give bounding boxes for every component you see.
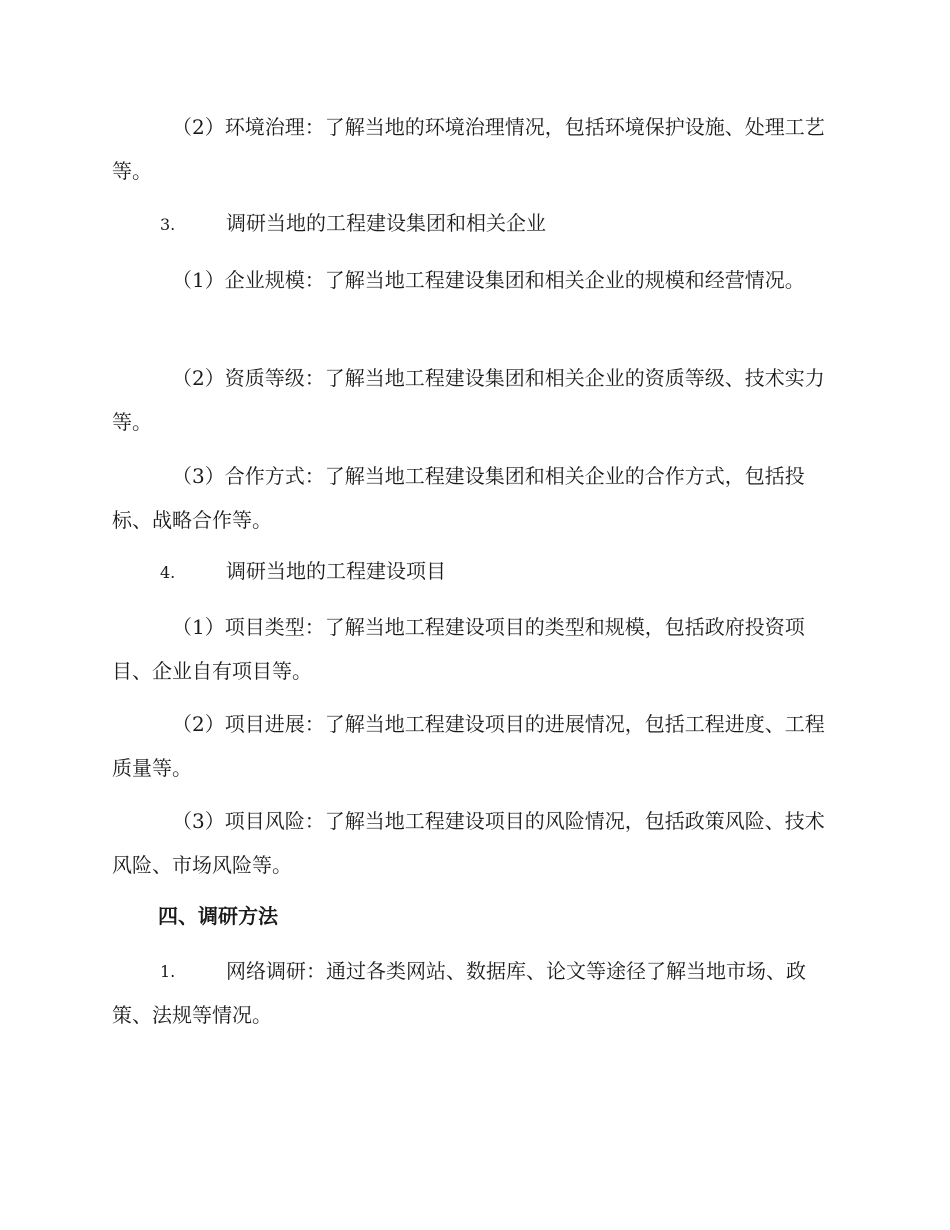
paragraph-qualification: （2）资质等级：了解当地工程建设集团和相关企业的资质等级、技术实力等。: [112, 366, 825, 434]
paragraph-environment-treatment: （2）环境治理：了解当地的环境治理情况，包括环境保护设施、处理工艺等。: [112, 115, 825, 183]
list-number: 3.: [160, 215, 176, 234]
paragraph-cooperation: （3）合作方式：了解当地工程建设集团和相关企业的合作方式，包括投标、战略合作等。: [112, 464, 805, 532]
list-item-text: 调研当地的工程建设集团和相关企业: [226, 211, 546, 235]
list-item-text: 网络调研：通过各类网站、数据库、论文等途径了解当地市场、政策、法规等情况。: [112, 959, 806, 1027]
list-number: 4.: [160, 563, 176, 582]
section-heading: 四、调研方法: [158, 904, 278, 928]
paragraph-project-risk: （3）项目风险：了解当地工程建设项目的风险情况，包括政策风险、技术风险、市场风险等。: [112, 809, 825, 877]
list-item-text: 调研当地的工程建设项目: [226, 559, 446, 583]
list-number: 1.: [160, 962, 176, 981]
paragraph-project-type: （1）项目类型：了解当地工程建设项目的类型和规模，包括政府投资项目、企业自有项目等。: [112, 615, 805, 683]
paragraph-project-progress: （2）项目进展：了解当地工程建设项目的进展情况，包括工程进度、工程质量等。: [112, 712, 825, 780]
paragraph-enterprise-scale: （1）企业规模：了解当地工程建设集团和相关企业的规模和经营情况。: [172, 268, 805, 292]
